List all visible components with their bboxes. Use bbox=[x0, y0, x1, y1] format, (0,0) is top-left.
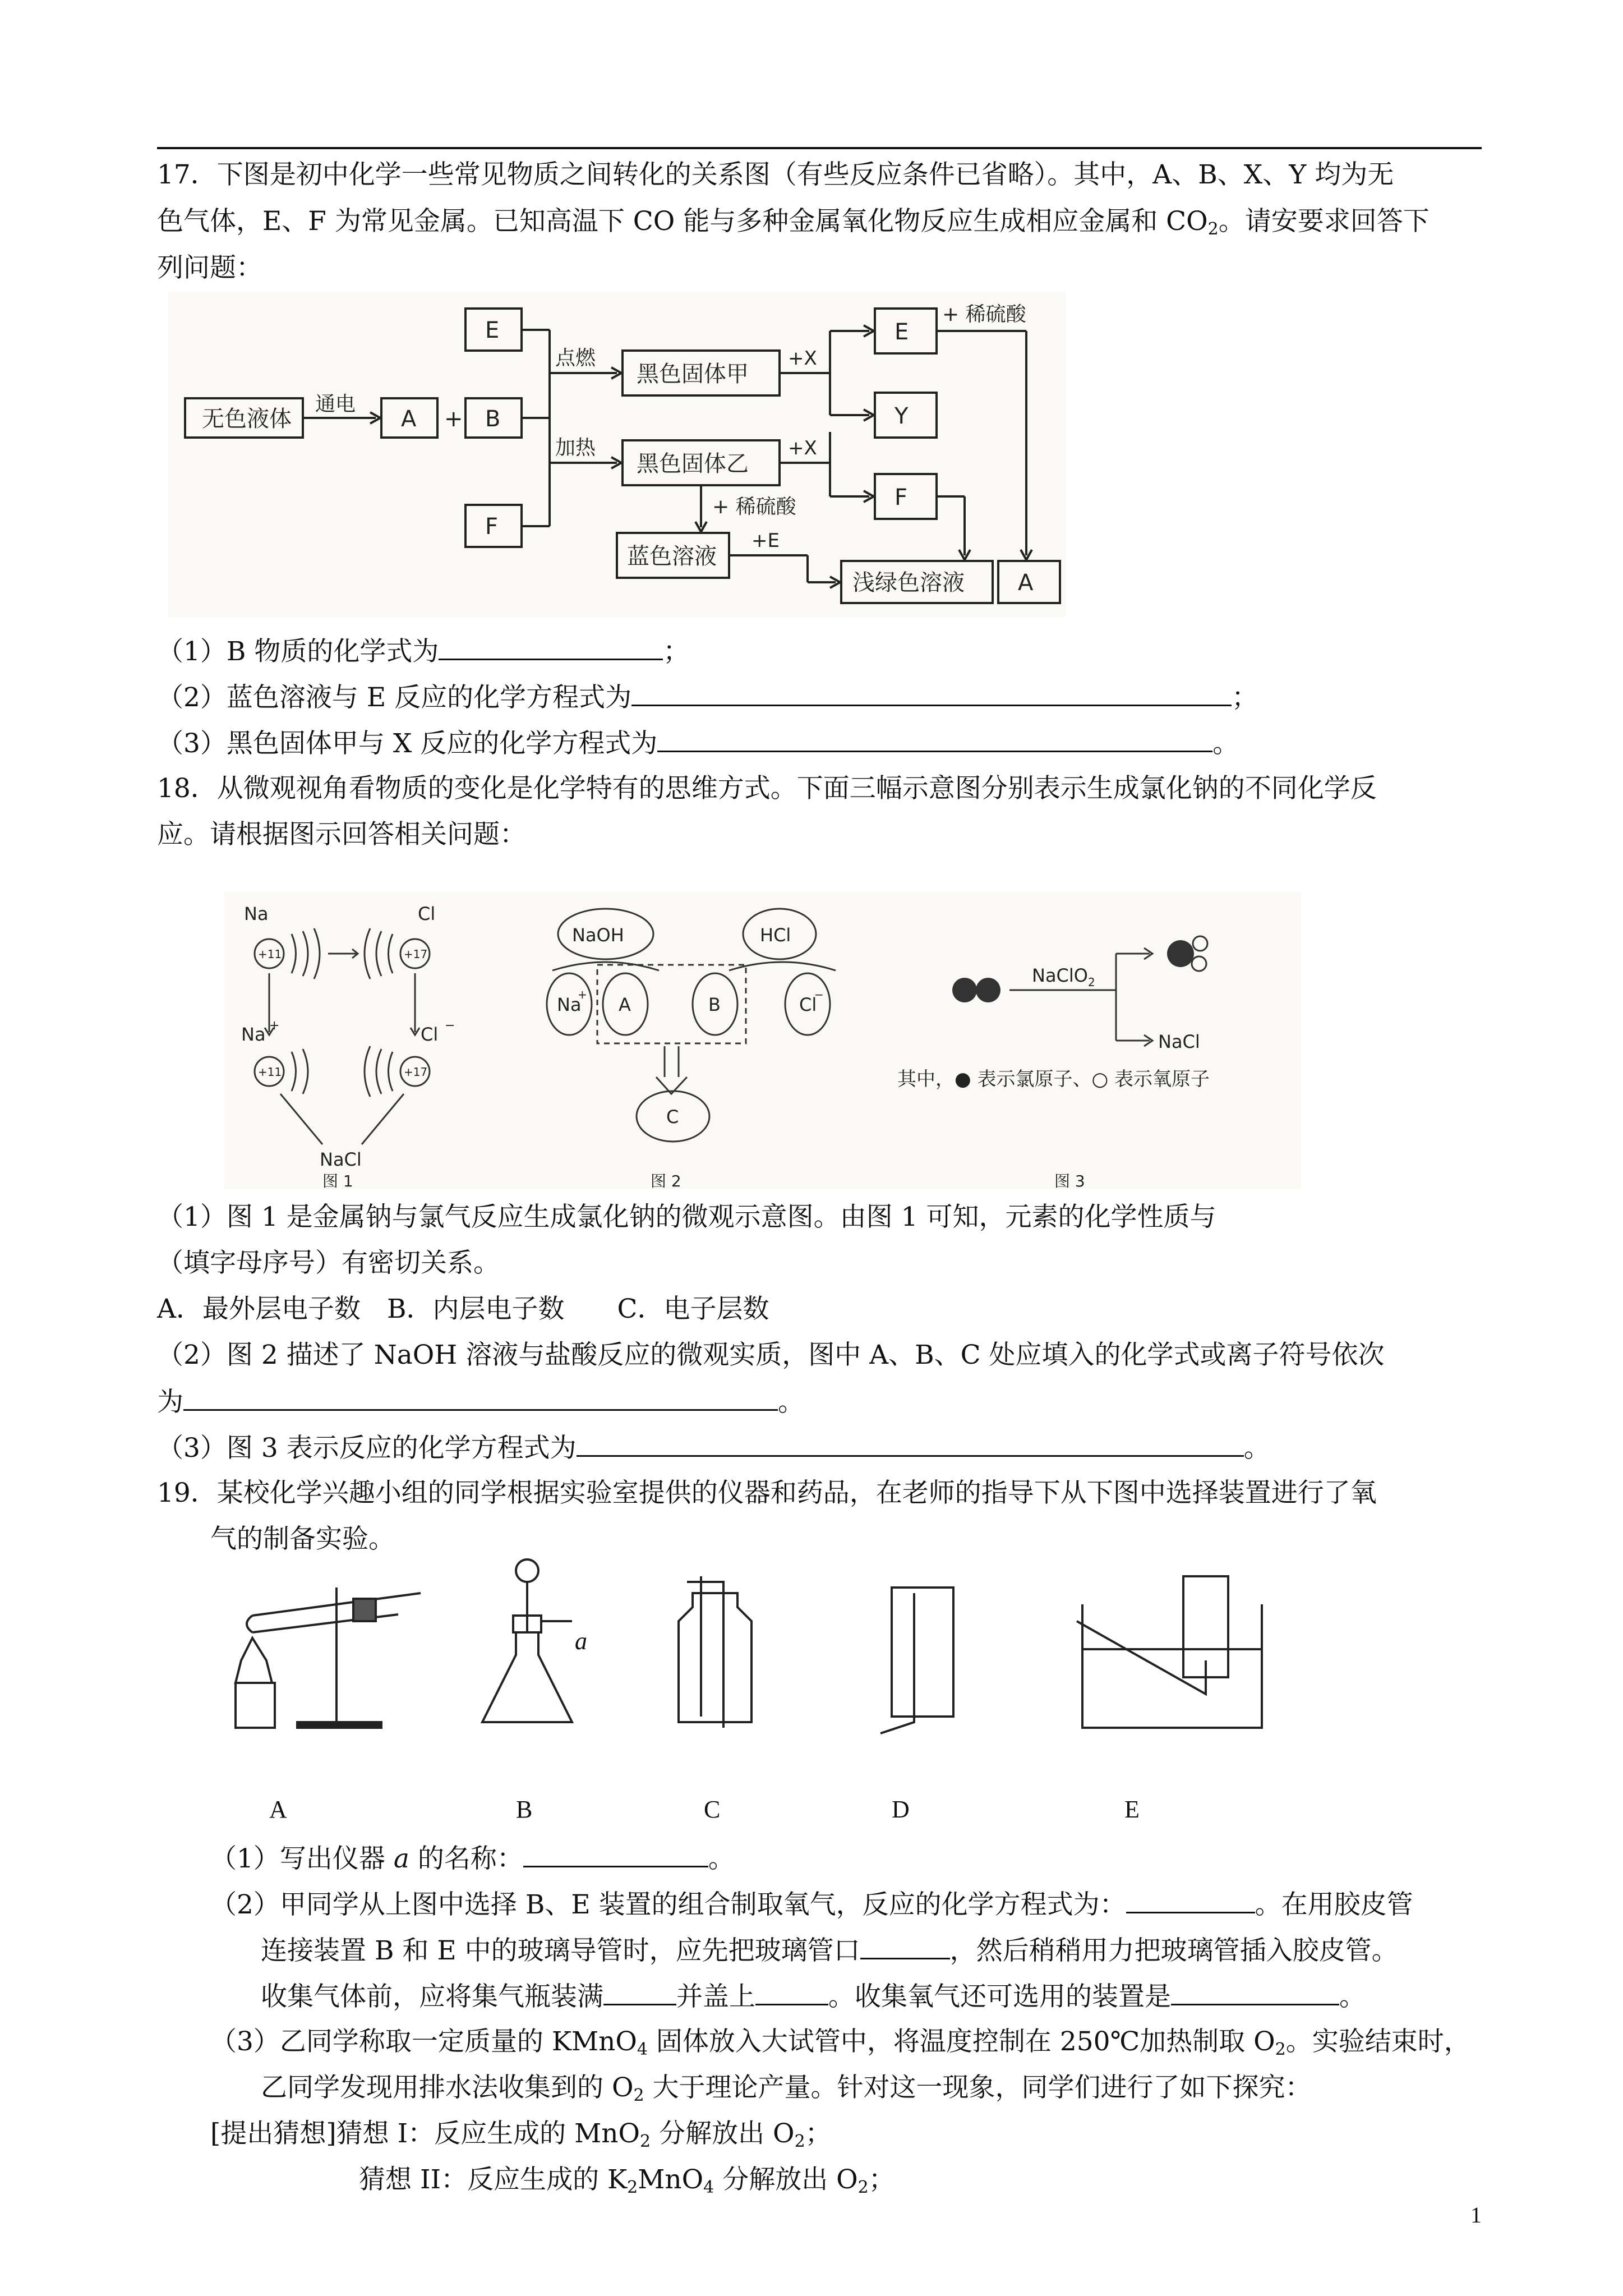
apparatus-label-E: E bbox=[1124, 1796, 1140, 1823]
q19-sub2-tail: 。在用胶皮管 bbox=[1255, 1889, 1413, 1920]
fig3-caption: 图 3 bbox=[1054, 1172, 1085, 1189]
fig2-c-label: C bbox=[666, 1106, 679, 1128]
header-rule bbox=[157, 147, 1482, 149]
q19-sub3-line2-text: 乙同学发现用排水法收集到的 O bbox=[261, 2072, 634, 2103]
hyp2-mno4-subscript: 4 bbox=[703, 2178, 714, 2197]
q19-sub2-line2 bbox=[261, 1933, 1398, 1968]
q18-sub1-line1: （1）图 1 是金属钠与氯气反应生成氯化钠的微观示意图。由图 1 可知，元素的化学性质与 bbox=[157, 1202, 1216, 1232]
q19-o2-subscript: 2 bbox=[1275, 2040, 1286, 2059]
hyp2-mno: MnO bbox=[638, 2164, 704, 2195]
q17-sub3 bbox=[157, 726, 1239, 761]
hyp2-o2-subscript: 2 bbox=[857, 2178, 869, 2197]
label-Y: Y bbox=[895, 403, 909, 429]
q19-apparatus-figure bbox=[230, 1554, 1329, 1789]
q18-micro-diagrams bbox=[224, 892, 1301, 1189]
q19-sub3-text: （3）乙同学称取一定质量的 KMnO bbox=[210, 2026, 637, 2057]
fig2-cl-minus: − bbox=[814, 988, 824, 1001]
fig2-hcl-label: HCl bbox=[760, 924, 791, 946]
label-F: F bbox=[485, 514, 499, 540]
hyp1-o2-subscript: 2 bbox=[794, 2132, 805, 2151]
fig2-na-plus: + bbox=[578, 988, 587, 1001]
fig1-caption: 图 1 bbox=[322, 1172, 353, 1189]
fig2-a-label: A bbox=[619, 994, 631, 1015]
q19-sub2-line3-mid: 并盖上 bbox=[676, 1981, 755, 2012]
label-E2: E bbox=[895, 319, 909, 345]
q19-answer-blank-2c[interactable] bbox=[603, 1979, 676, 2005]
q17-sub3-text: （3）黑色固体甲与 X 反应的化学方程式为 bbox=[157, 728, 658, 759]
q19-sub1-text: （1）写出仪器 bbox=[210, 1843, 394, 1874]
q17-answer-blank-3[interactable] bbox=[657, 726, 1212, 752]
fig1-cl-ion-nucleus: +17 bbox=[404, 1065, 428, 1079]
q19-hypothesis-1 bbox=[210, 2117, 832, 2159]
q17-sub1 bbox=[157, 634, 689, 669]
hyp1-tail: ； bbox=[805, 2118, 832, 2149]
apparatus-A-icon bbox=[236, 1588, 421, 1728]
q17-sub2-tail: ； bbox=[1232, 682, 1258, 713]
fig1-na-label: Na bbox=[244, 903, 269, 924]
q19-sub2-line1 bbox=[210, 1887, 1413, 1922]
label-heat: 加热 bbox=[555, 436, 596, 459]
q19-sub1-italic: a bbox=[393, 1843, 409, 1874]
q17-stem-line2 bbox=[157, 205, 1430, 246]
q19-sub3-line2-tail: 大于理论产量。针对这一现象，同学们进行了如下探究： bbox=[644, 2072, 1312, 2103]
q17-sub2-text: （2）蓝色溶液与 E 反应的化学方程式为 bbox=[157, 682, 632, 713]
q17-sub1-text: （1）B 物质的化学式为 bbox=[157, 636, 439, 667]
q19-answer-blank-2a[interactable] bbox=[1126, 1887, 1255, 1913]
apparatus-D-icon bbox=[880, 1588, 953, 1733]
q19-sub3-line1 bbox=[210, 2025, 1470, 2067]
hyp2-k-subscript: 2 bbox=[627, 2178, 638, 2197]
q19-sub2-line3-text: 收集气体前，应将集气瓶装满 bbox=[261, 1981, 603, 2012]
q17-answer-blank-2[interactable] bbox=[631, 680, 1232, 706]
fig2-b-label: B bbox=[708, 994, 721, 1015]
q17-sub2 bbox=[157, 680, 1258, 715]
q19-sub2-line2-tail: ，然后稍稍用力把玻璃管插入胶皮管。 bbox=[949, 1935, 1398, 1966]
q17-conversion-diagram bbox=[168, 292, 1066, 617]
q18-stem-line1: 18．从微观视角看物质的变化是化学特有的思维方式。下面三幅示意图分别表示生成氯化钠的不同化学反 bbox=[157, 773, 1377, 804]
q19-o2-subscript-2: 2 bbox=[633, 2086, 644, 2105]
label-A: A bbox=[401, 406, 417, 432]
fig1-na-ion-nucleus: +11 bbox=[258, 1065, 282, 1079]
label-dilute-acid-top: + 稀硫酸 bbox=[942, 303, 1026, 326]
q17-stem-line1: 17．下图是初中化学一些常见物质之间转化的关系图（有些反应条件已省略）。其中，A、B、X、Y 均为无 bbox=[157, 159, 1394, 190]
label-plus: + bbox=[444, 406, 463, 432]
q19-hypothesis-2 bbox=[359, 2163, 895, 2205]
label-liquid: 无色液体 bbox=[202, 406, 292, 432]
q19-sub1 bbox=[210, 1841, 735, 1876]
hyp2-tail: ； bbox=[868, 2164, 895, 2195]
q19-stem-line1: 19．某校化学兴趣小组的同学根据实验室提供的仪器和药品，在老师的指导下从下图中选择装置进行了氧 bbox=[157, 1478, 1377, 1508]
q19-sub2-line2-text: 连接装置 B 和 E 中的玻璃导管时，应先把玻璃管口 bbox=[261, 1935, 860, 1966]
q18-sub2-line2 bbox=[157, 1384, 804, 1419]
q17-stem-line2-text: 色气体，E、F 为常见金属。已知高温下 CO 能与多种金属氧化物反应生成相应金属和 CO bbox=[157, 206, 1208, 237]
q19-sub2-line3-tail: 。 bbox=[1339, 1981, 1366, 2012]
q19-sub3-line2 bbox=[261, 2071, 1312, 2113]
fig1-na-nucleus: +11 bbox=[258, 947, 282, 961]
label-plus-x2: +X bbox=[788, 437, 817, 459]
apparatus-E-icon bbox=[1077, 1576, 1262, 1728]
label-dilute-acid-mid: + 稀硫酸 bbox=[712, 495, 796, 518]
q18-answer-blank-3[interactable] bbox=[577, 1430, 1244, 1457]
label-solid-yi: 黑色固体乙 bbox=[637, 451, 749, 477]
label-plus-e: +E bbox=[751, 530, 780, 552]
q18-options: A．最外层电子数 B．内层电子数 C．电子层数 bbox=[157, 1294, 769, 1324]
fig1-nacl-label: NaCl bbox=[320, 1149, 362, 1170]
hyp1-mid: 分解放出 O bbox=[651, 2118, 795, 2149]
label-E: E bbox=[485, 318, 500, 343]
q18-sub3-text: （3）图 3 表示反应的化学方程式为 bbox=[157, 1433, 577, 1464]
fig1-cl-minus: − bbox=[445, 1019, 455, 1033]
apparatus-label-B: B bbox=[516, 1796, 533, 1823]
label-blue-solution: 蓝色溶液 bbox=[627, 544, 717, 569]
apparatus-B-icon bbox=[482, 1559, 572, 1722]
q17-answer-blank-1[interactable] bbox=[439, 634, 663, 660]
apparatus-label-A: A bbox=[269, 1796, 287, 1823]
q19-sub2-line3-mid2: 。收集氧气还可选用的装置是 bbox=[828, 1981, 1171, 2012]
q19-sub1-tail: 。 bbox=[708, 1843, 735, 1874]
q18-sub3-tail: 。 bbox=[1243, 1433, 1270, 1464]
fig1-na-ion-label: Na bbox=[241, 1024, 266, 1045]
hyp1-text: [提出猜想]猜想 I：反应生成的 MnO bbox=[210, 2118, 640, 2149]
fig1-cl-nucleus: +17 bbox=[404, 947, 428, 961]
hyp1-mno2-subscript: 2 bbox=[640, 2132, 651, 2151]
apparatus-label-D: D bbox=[892, 1796, 910, 1823]
q18-stem-line2: 应。请根据图示回答相关问题： bbox=[157, 819, 526, 850]
label-electrolysis: 通电 bbox=[315, 393, 356, 416]
q17-stem-line2-tail: 。请安要求回答下 bbox=[1218, 206, 1430, 237]
label-solid-jia: 黑色固体甲 bbox=[637, 361, 749, 387]
label-B: B bbox=[485, 406, 501, 432]
fig2-cl-label: Cl bbox=[799, 994, 817, 1015]
q19-kmno4-subscript: 4 bbox=[637, 2040, 648, 2059]
q18-sub2-line1: （2）图 2 描述了 NaOH 溶液与盐酸反应的微观实质，图中 A、B、C 处应填入的化学式或离子符号依次 bbox=[157, 1340, 1385, 1370]
q19-answer-blank-2e[interactable] bbox=[1171, 1979, 1339, 2005]
hyp2-text: 猜想 II：反应生成的 K bbox=[359, 2164, 628, 2195]
fig3-reagent: NaClO$_2$ bbox=[1032, 965, 1095, 989]
fig3-reaction-diagram bbox=[952, 936, 1207, 1046]
q19-sub2-text: （2）甲同学从上图中选择 B、E 装置的组合制取氧气，反应的化学方程式为： bbox=[210, 1889, 1126, 1920]
q19-sub1-mid: 的名称： bbox=[409, 1843, 523, 1874]
page-number: 1 bbox=[1470, 2202, 1482, 2228]
q17-sub3-tail: 。 bbox=[1212, 728, 1239, 759]
q19-stem-line2: 气的制备实验。 bbox=[210, 1524, 395, 1554]
q19-answer-blank-2d[interactable] bbox=[755, 1979, 828, 2005]
q19-sub3-tail: 。实验结束时， bbox=[1285, 2026, 1470, 2057]
fig1-na-plus: + bbox=[269, 1019, 280, 1033]
q19-answer-blank-2b[interactable] bbox=[860, 1933, 950, 1959]
fig3-nacl-label: NaCl bbox=[1158, 1031, 1200, 1052]
label-plus-x1: +X bbox=[788, 347, 817, 370]
label-green-solution: 浅绿色溶液 bbox=[852, 570, 965, 596]
q18-sub2-text: 为 bbox=[157, 1387, 183, 1418]
q19-sub2-line3 bbox=[261, 1979, 1366, 2014]
label-ignite: 点燃 bbox=[555, 347, 596, 370]
q17-stem-line3: 列问题： bbox=[157, 252, 262, 283]
label-F2: F bbox=[895, 485, 908, 510]
apparatus-C-icon bbox=[679, 1576, 751, 1728]
q18-answer-blank-2[interactable] bbox=[183, 1384, 778, 1411]
q19-answer-blank-1[interactable] bbox=[523, 1841, 708, 1867]
q18-sub2-tail: 。 bbox=[778, 1387, 804, 1418]
q17-co2-subscript: 2 bbox=[1207, 219, 1219, 239]
q18-sub1-line2: （填字母序号）有密切关系。 bbox=[157, 1248, 500, 1278]
fig3-legend: 其中，● 表示氯原子、○ 表示氧原子 bbox=[897, 1068, 1210, 1091]
hyp2-mid: 分解放出 O bbox=[714, 2164, 858, 2195]
fig1-cl-ion-label: Cl bbox=[421, 1024, 439, 1045]
label-A2: A bbox=[1018, 570, 1034, 596]
fig1-cl-label: Cl bbox=[418, 903, 436, 924]
q18-sub3 bbox=[157, 1430, 1270, 1465]
fig2-caption: 图 2 bbox=[651, 1172, 681, 1189]
instrument-a-label: a bbox=[575, 1627, 587, 1655]
q19-sub3-mid: 固体放入大试管中，将温度控制在 250℃加热制取 O bbox=[647, 2026, 1275, 2057]
fig2-naoh-label: NaOH bbox=[572, 924, 624, 946]
q17-sub1-tail: ； bbox=[663, 636, 690, 667]
apparatus-label-C: C bbox=[704, 1796, 721, 1823]
fig2-na-label: Na bbox=[557, 994, 582, 1015]
